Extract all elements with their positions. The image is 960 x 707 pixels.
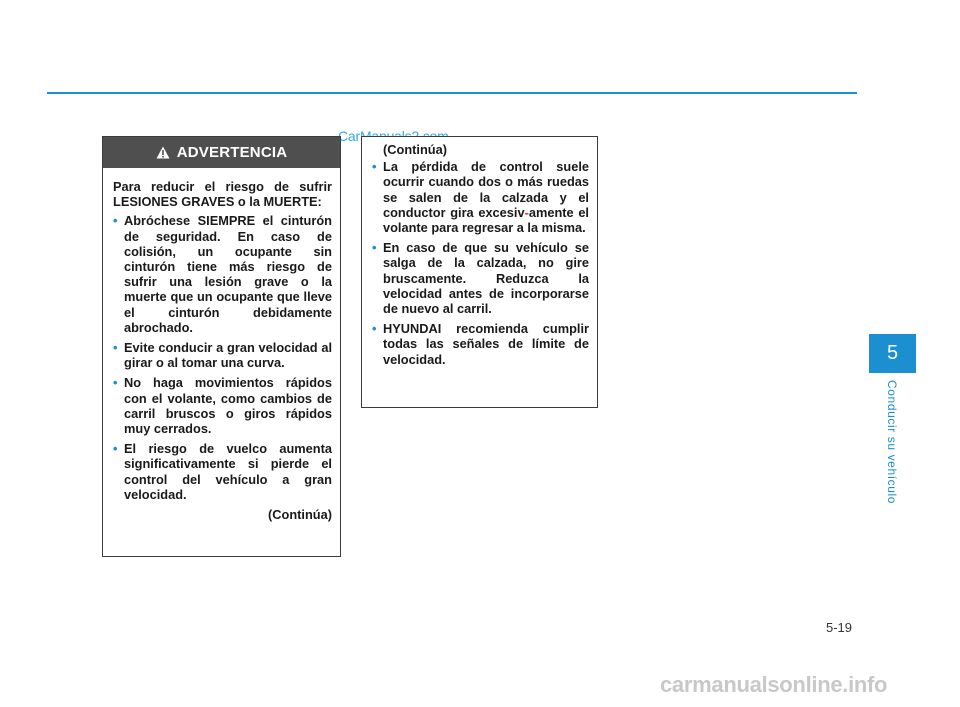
warning-body <box>103 168 340 522</box>
list-item <box>372 240 589 316</box>
list-item-text: HYUNDAI recomienda cumplir todas las señales de límite de velocidad. <box>383 321 589 367</box>
list-item <box>113 441 332 502</box>
warning-box <box>102 136 341 557</box>
warning-title: ADVERTENCIA <box>176 144 288 161</box>
list-item-text: No haga movimientos rápidos con el volante, como cambios de carril bruscos o giros rápidos muy cerrados. <box>124 375 332 437</box>
continued-label: (Continúa) <box>383 142 447 157</box>
list-item <box>372 321 589 367</box>
list-item <box>372 159 589 235</box>
list-item <box>113 375 332 436</box>
header-rule <box>47 92 857 94</box>
list-item-text: La pérdida de control suele ocurrir cuando dos o más ruedas se salen de la calzada y el conductor gira excesiv <box>383 159 589 220</box>
footer-watermark[interactable]: carmanualsonline.info <box>660 672 888 697</box>
list-item-text: En caso de que su vehículo se salga de la calzada, no gire bruscamente. Reduzca la velocidad antes de incorporarse de nuevo al carril. <box>383 240 589 317</box>
warning-intro: Para reducir el riesgo de sufrir LESIONES GRAVES o la MUERTE: <box>113 179 332 210</box>
bullet-icon: • <box>372 159 377 175</box>
list-item <box>113 340 332 370</box>
chapter-tab[interactable]: 5 <box>869 334 916 373</box>
warning-triangle-icon <box>156 146 170 159</box>
continued-body <box>362 137 597 367</box>
bullet-icon: • <box>113 340 118 356</box>
list-item-text: Abróchese SIEMPRE el cinturón de seguridad. En caso de colisión, un ocupante sin cinturón tiene más riesgo de sufrir una lesión grave o la muerte que un ocupante que lleve el cinturón debidamente abrochado. <box>124 213 332 335</box>
bullet-icon: • <box>372 240 377 256</box>
list-item-text-cont: amente el volante para regresar a la misma. <box>383 204 589 236</box>
chapter-title: Conducir su vehículo <box>885 380 899 505</box>
continued-box <box>361 136 598 408</box>
list-item-text: Evite conducir a gran velocidad al girar o al tomar una curva. <box>124 340 332 371</box>
list-item-text: El riesgo de vuelco aumenta significativamente si pierde el control del vehículo a gran velocidad. <box>124 441 332 502</box>
continues-label: (Continúa) <box>268 507 332 523</box>
bullet-icon: • <box>113 441 118 457</box>
warning-header <box>103 137 340 168</box>
list-item <box>113 213 332 335</box>
continued-list <box>372 159 589 367</box>
warning-list <box>113 213 332 502</box>
page-number: 5-19 <box>826 620 853 635</box>
bullet-icon: • <box>113 375 118 391</box>
bullet-icon: • <box>113 213 118 229</box>
hyphen-mark: - <box>524 204 529 220</box>
bullet-icon: • <box>372 321 377 337</box>
